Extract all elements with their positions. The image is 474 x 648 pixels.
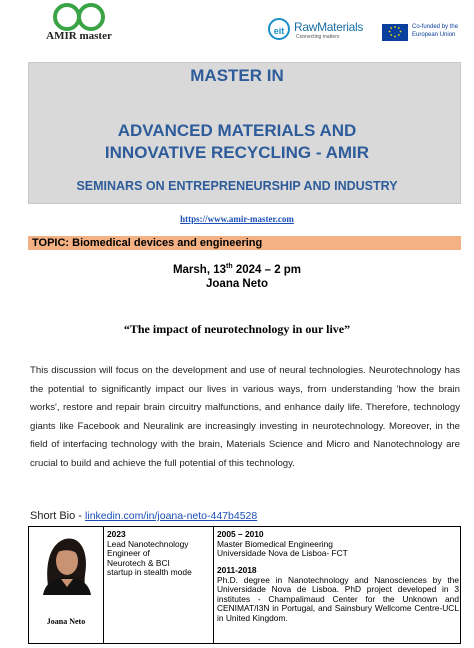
role-line: Engineer of bbox=[107, 548, 150, 559]
banner-title-program bbox=[0, 120, 474, 164]
topic-bar: TOPIC: Biomedical devices and engineering bbox=[28, 236, 461, 250]
linkedin-link[interactable]: linkedin.com/in/joana-neto-447b4528 bbox=[85, 510, 258, 522]
role-line: Neurotech & BCI bbox=[107, 557, 170, 568]
eit-rawmaterials-logo bbox=[268, 18, 368, 46]
education-phd bbox=[217, 566, 459, 624]
edu1-line: Universidade Nova de Lisboa- FCT bbox=[217, 548, 348, 559]
date-suffix: th bbox=[226, 263, 233, 270]
bio-table bbox=[28, 526, 461, 644]
eit-tagline: Connecting matters bbox=[296, 34, 340, 40]
role-line: Lead Nanotechnology bbox=[107, 538, 189, 549]
short-bio-label bbox=[30, 510, 257, 522]
event-date bbox=[0, 263, 474, 276]
banner-subtitle: SEMINARS ON ENTREPRENEURSHIP AND INDUSTRY bbox=[76, 179, 398, 193]
talk-title: “The impact of neurotechnology in our live” bbox=[123, 322, 351, 336]
amir-master-logo bbox=[34, 2, 124, 46]
column-divider bbox=[103, 527, 104, 643]
edu2-year: 2011-2018 bbox=[217, 565, 257, 575]
amir-rings-icon bbox=[52, 2, 106, 32]
speaker-photo bbox=[35, 531, 97, 595]
education-master bbox=[217, 530, 457, 559]
speaker-name: Joana Neto bbox=[206, 278, 268, 290]
column-divider bbox=[213, 527, 214, 643]
role-line: startup in stealth mode bbox=[107, 567, 192, 578]
current-role bbox=[107, 530, 211, 578]
banner-title-line2a: ADVANCED MATERIALS AND bbox=[117, 121, 357, 140]
website-link[interactable]: https://www.amir-master.com bbox=[180, 214, 294, 224]
banner-title-line2b: INNOVATIVE RECYCLING - AMIR bbox=[104, 143, 370, 162]
edu1-year: 2005 – 2010 bbox=[217, 529, 264, 539]
description-paragraph: This discussion will focus on the development and use of neural technologies. Neurotechnology has the potential to significantly impact our lives in various ways, from understanding 'how the brain works', restore and repair brain circuitry malfunctions, and enhance daily life. Therefore, technology giants like Facebook and Neuralink are increasingly investing in neurotechnology. Moreover, in the field of interfacing technology with the brain, Materials Science and Micro and Nanotechnology are crucial to build and achieve the full potential of this technology. bbox=[30, 365, 460, 469]
edu2-text: Ph.D. degree in Nanotechnology and Nanosciences by the Universidade Nova de Lisboa. PhD project developed in 3 institutes - Champalimaud Center for the Unknown and CENIMAT/I3N in Portugal, and Sainsbury Wellcome Centre-UCL in United Kingdom. bbox=[217, 574, 459, 623]
eu-flag-icon bbox=[382, 24, 408, 41]
eu-text: Co-funded by the European Union bbox=[412, 24, 459, 38]
amir-logo-text: AMIR master bbox=[46, 30, 112, 42]
edu1-line: Master Biomedical Engineering bbox=[217, 538, 333, 549]
short-bio-text: Short Bio - bbox=[30, 510, 86, 522]
eit-icon: eit bbox=[268, 18, 290, 40]
date-prefix: Marsh, 13 bbox=[172, 263, 227, 276]
eu-cofunded-logo bbox=[382, 22, 470, 44]
eit-name: RawMaterials bbox=[294, 20, 364, 34]
photo-caption: Joana Neto bbox=[46, 617, 86, 626]
date-time: 2024 – 2 pm bbox=[232, 263, 302, 276]
role-year: 2023 bbox=[107, 529, 126, 539]
banner-title-line1: MASTER IN bbox=[190, 66, 284, 85]
